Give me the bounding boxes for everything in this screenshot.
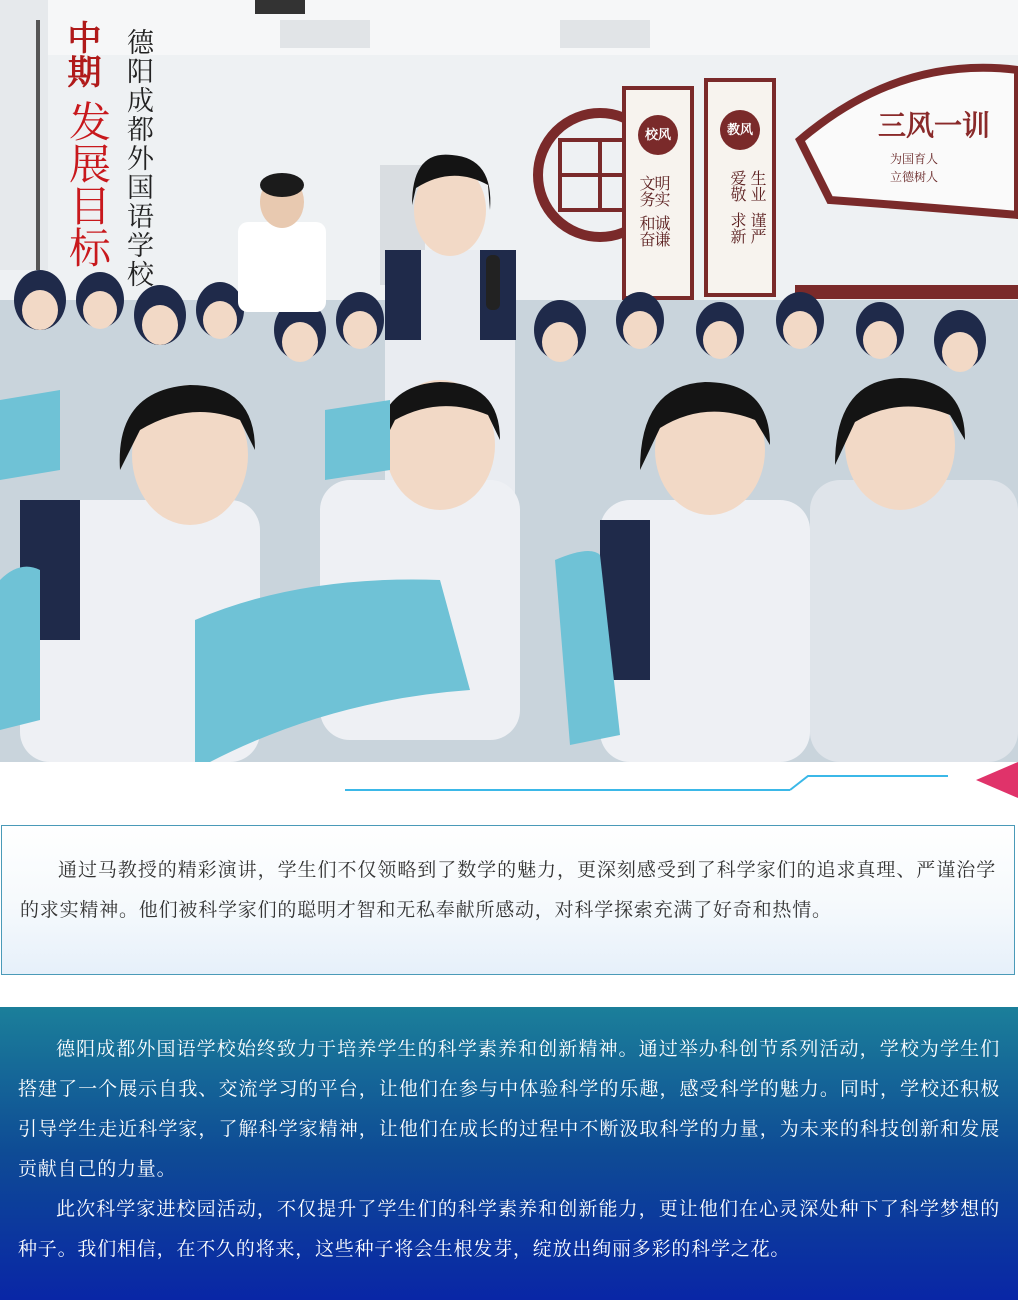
- plaque-left-line-1: 明实: [652, 175, 671, 207]
- section-divider: [0, 762, 1018, 824]
- wall-banner-sub-1: 为国育人: [890, 152, 939, 166]
- plaque-right-line-3: 爱敬: [728, 170, 747, 202]
- plaque-right-line-1: 生业: [748, 170, 767, 202]
- plaque-right-line-2: 谨严: [748, 212, 767, 244]
- plaque-right-title: 教风: [726, 123, 753, 138]
- wall-school-name: 德阳成都外国语学校: [122, 28, 153, 289]
- lecture-summary-panel: [1, 825, 1015, 975]
- wall-banner-sub-2: 立德树人: [890, 170, 939, 184]
- wall-development-goal: 发展目标: [63, 100, 112, 268]
- plaque-left-line-3: 文务: [637, 175, 656, 207]
- lecture-summary-paragraph: 通过马教授的精彩演讲，学生们不仅领略到了数学的魅力，更深刻感受到了科学家们的追求真理、严谨治学的求实精神。他们被科学家们的聪明才智和无私奉献所感动，对科学探索充满了好奇和热情。: [20, 859, 996, 921]
- plaque-left-title: 校风: [644, 128, 671, 143]
- wall-banner-title: 三风一训: [878, 109, 991, 142]
- school-summary-paragraph-1: 德阳成都外国语学校始终致力于培养学生的科学素养和创新精神。通过举办科创节系列活动，学校为学生们搭建了一个展示自我、交流学习的平台，让他们在参与中体验科学的乐趣，感受科学的魅力。同时，学校还积极引导学生走近科学家，了解科学家精神，让他们在成长的过程中不断汲取科学的力量，为未来的科技创新和发展贡献自己的力量。: [18, 1038, 1000, 1180]
- plaque-left-line-4: 和奋: [637, 215, 656, 247]
- plaque-right-line-4: 求新: [728, 212, 747, 244]
- school-summary-panel: [0, 1007, 1018, 1300]
- plaque-left-line-2: 诚谦: [652, 215, 671, 247]
- wall-red-small: 中期: [61, 20, 101, 88]
- school-summary-paragraph-2: 此次科学家进校园活动，不仅提升了学生们的科学素养和创新能力，更让他们在心灵深处种下了科学梦想的种子。我们相信，在不久的将来，这些种子将会生根发芽，绽放出绚丽多彩的科学之花。: [18, 1198, 1000, 1260]
